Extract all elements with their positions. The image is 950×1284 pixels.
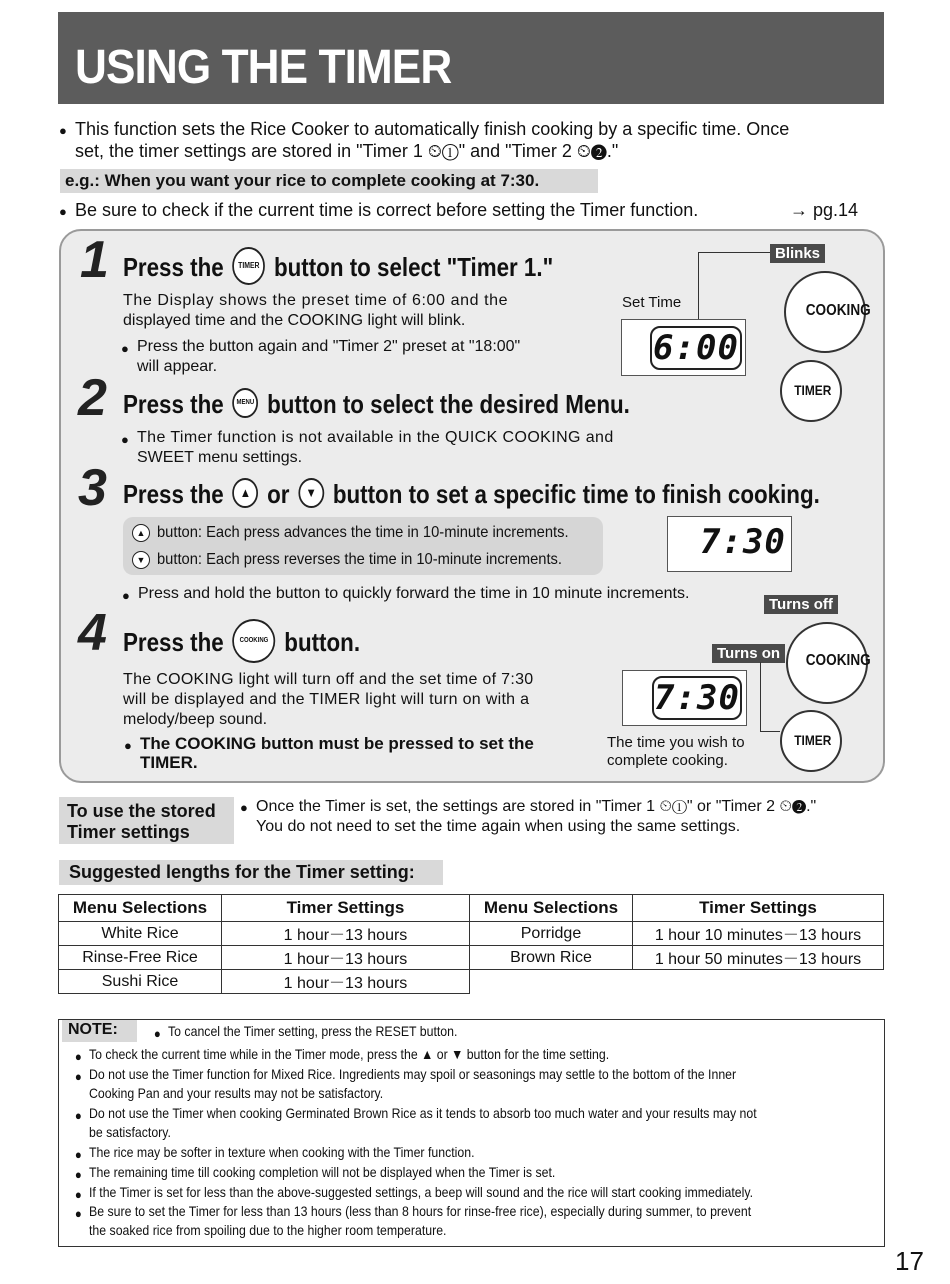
timer-label-1: TIMER: [794, 382, 832, 398]
example-text: e.g.: When you want your rice to complete cooking at 7:30.: [65, 171, 540, 190]
stored-line-2: You do not need to set the time again when using the same settings.: [256, 818, 741, 835]
cooking-label-1: COOKING: [805, 302, 871, 319]
table-row: [470, 946, 884, 970]
note-line-4b: be satisfactory.: [89, 1124, 171, 1140]
note-line-3b: Cooking Pan and your results may not be satisfactory.: [89, 1085, 384, 1101]
page-reference: → pg.14: [790, 200, 859, 220]
intro-line-1: ● This function sets the Rice Cooker to automatically finish cooking by a specific time. Once: [75, 118, 789, 140]
step-4-body-3: melody/beep sound.: [123, 711, 268, 728]
turns-on-leader-line: [760, 662, 761, 732]
up-button-icon: ▲: [232, 478, 258, 508]
step-1-heading-a: Press the: [123, 251, 224, 282]
note-label: NOTE:: [68, 1021, 118, 1038]
timer-cell: 1 hour－13 hours: [222, 970, 470, 994]
note-line-1: ● To cancel the Timer setting, press the RESET button.: [168, 1022, 457, 1041]
caption-line-2: complete cooking.: [607, 752, 728, 769]
set-time-label: Set Time: [622, 294, 682, 311]
step-2-number: 2: [78, 369, 107, 427]
page-title: USING THE TIMER: [75, 41, 452, 94]
step-2-bullet-1: ● The Timer function is not available in the QUICK COOKING and: [137, 428, 614, 448]
step-4-body-2: will be displayed and the TIMER light will turn on with a: [123, 691, 530, 708]
table-row: [470, 922, 884, 946]
menu-cell: White Rice: [59, 922, 222, 946]
step-1-bullet-2: will appear.: [137, 358, 218, 375]
note-line-6: ● The remaining time till cooking completion will not be displayed when the Timer is set.: [89, 1163, 555, 1182]
step-4-number: 4: [78, 604, 107, 662]
step-2-bullet-2: SWEET menu settings.: [137, 449, 303, 466]
step-2-heading-b: button to select the desired Menu.: [267, 389, 630, 419]
menu-cell: Brown Rice: [470, 946, 633, 970]
up-arrow-icon: ▲: [132, 524, 150, 542]
caption-line-1: The time you wish to: [607, 734, 745, 751]
stored-line-1: ● Once the Timer is set, the settings are stored in "Timer 1 ⏲①" or "Timer 2 ⏲❷.": [256, 798, 816, 816]
timer-label-2: TIMER: [794, 732, 832, 748]
timer-cell: 1 hour 50 minutes－13 hours: [633, 946, 884, 970]
table-row: [59, 946, 470, 970]
note-line-7: ● If the Timer is set for less than the above-suggested settings, a beep will sound and the rice will start cooking immediately.: [89, 1183, 753, 1202]
step-3-number: 3: [78, 459, 107, 517]
lcd-time-1: 6:00: [650, 326, 742, 370]
step-4-heading: [123, 622, 360, 666]
note-line-2: ● To check the current time while in the Timer mode, press the ▲ or ▼ button for the time setting.: [89, 1045, 609, 1064]
note-line-8b: the soaked rice from spoiling due to the higher room temperature.: [89, 1222, 447, 1238]
step-3-or: or: [267, 479, 290, 509]
menu-cell: Sushi Rice: [59, 970, 222, 994]
down-arrow-icon: ▼: [132, 551, 150, 569]
note-line-3: ● Do not use the Timer function for Mixed Rice. Ingredients may spoil or seasonings may settle to the bottom of the Inner: [89, 1065, 736, 1084]
step-3-heading-b: button to set a specific time to finish cooking.: [332, 479, 820, 509]
page-number: 17: [895, 1246, 924, 1276]
step-1-body-2: displayed time and the COOKING light will blink.: [123, 312, 466, 329]
note-line-5: ● The rice may be softer in texture when cooking with the Timer function.: [89, 1143, 475, 1162]
menu-cell: Porridge: [470, 922, 633, 946]
note-line-4: ● Do not use the Timer when cooking Germinated Brown Rice as it tends to absorb too much water and your results may not: [89, 1104, 757, 1123]
blinks-leader-line: [698, 252, 699, 320]
step-1-number: 1: [80, 231, 109, 289]
lcd-time-3: 7:30: [652, 676, 742, 720]
step-4-bullet-2: TIMER.: [140, 753, 198, 772]
col-header-timer: Timer Settings: [222, 895, 470, 922]
table-row: [59, 922, 470, 946]
step-3-bullet-1: ● Press and hold the button to quickly forward the time in 10 minute increments.: [138, 584, 689, 604]
timer-table-left: [58, 894, 470, 994]
step-1-heading-b: button to select "Timer 1.": [273, 251, 554, 282]
timer-table-right: [469, 894, 884, 970]
step-1-bullet-1: ● Press the button again and "Timer 2" preset at "18:00": [137, 337, 520, 357]
cooking-label-2: COOKING: [805, 652, 871, 669]
stored-label-2: Timer settings: [67, 822, 190, 842]
step-1-body-1: The Display shows the preset time of 6:00 and the: [123, 292, 509, 309]
timer-cell: 1 hour－13 hours: [222, 946, 470, 970]
stored-label-1: To use the stored: [67, 801, 216, 821]
suggested-title: Suggested lengths for the Timer setting:: [69, 862, 415, 882]
step-1-heading: [123, 250, 553, 288]
down-button-icon: ▼: [298, 478, 324, 508]
step-4-bullet-1: ● The COOKING button must be pressed to set the: [140, 734, 534, 754]
col-header-timer: Timer Settings: [633, 895, 884, 922]
step-3-heading: [123, 479, 820, 511]
blinks-label: Blinks: [770, 244, 825, 263]
timer-cell: 1 hour 10 minutes－13 hours: [633, 922, 884, 946]
turns-on-leader-line-h: [760, 731, 780, 732]
step-2-heading-a: Press the: [123, 389, 224, 419]
step-2-heading: [123, 389, 630, 421]
step-4-body-1: The COOKING light will turn off and the set time of 7:30: [123, 671, 534, 688]
menu-cell: Rinse-Free Rice: [59, 946, 222, 970]
step-4-heading-a: Press the: [123, 626, 224, 657]
menu-button-icon: MENU: [232, 388, 258, 418]
timer-button-icon: TIMER: [232, 247, 265, 285]
col-header-menu: Menu Selections: [470, 895, 633, 922]
timer-cell: 1 hour－13 hours: [222, 922, 470, 946]
blinks-leader-line-h: [698, 252, 770, 253]
step-3-info-1: button: Each press advances the time in 10-minute increments.: [157, 524, 569, 541]
step-3-heading-a: Press the: [123, 479, 224, 509]
turns-off-label: Turns off: [764, 595, 838, 614]
table-row: [59, 970, 470, 994]
cooking-button-icon: COOKING: [232, 619, 275, 663]
intro-line-2: set, the timer settings are stored in "Timer 1 ⏲①" and "Timer 2 ⏲❷.": [75, 141, 619, 161]
turns-on-label: Turns on: [712, 644, 785, 663]
step-4-heading-b: button.: [284, 626, 361, 657]
note-line-8: ● Be sure to set the Timer for less than 13 hours (less than 8 hours for rinse-free rice), especially during summer, to prevent: [89, 1202, 751, 1221]
lcd-time-2: 7:30: [700, 522, 786, 562]
col-header-menu: Menu Selections: [59, 895, 222, 922]
step-3-info-2: button: Each press reverses the time in 10-minute increments.: [157, 551, 562, 568]
check-time-note: ● Be sure to check if the current time is correct before setting the Timer function.: [75, 199, 698, 221]
